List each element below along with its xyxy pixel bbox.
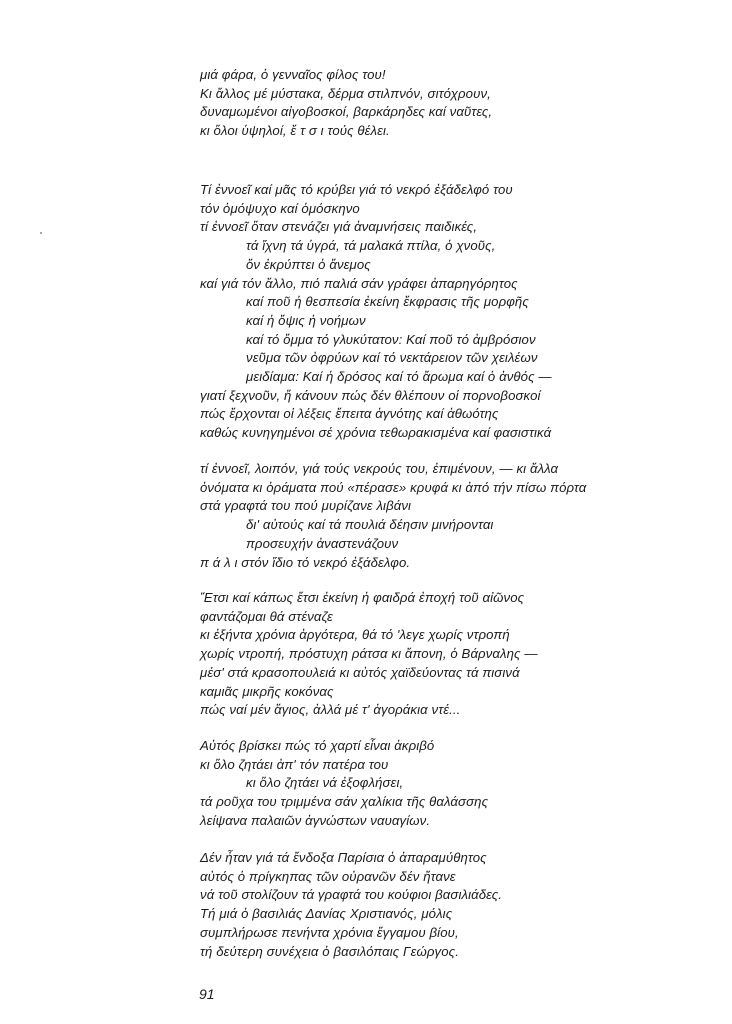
poem-line: λείψανα παλαιῶν ἀγνώστων ναυαγίων. [200, 812, 431, 828]
poem-line: καί ποῦ ἡ θεσπεσία ἐκείνη ἔκφρασις τῆς μορφῆς [246, 294, 529, 310]
poem-line: καθώς κυνηγημένοι σέ χρόνια τεθωρακισμένα καί φασιστικά [200, 425, 552, 441]
poem-line: δυναμωμένοι αἰγοβοσκοί, βαρκάρηδες καί ναῦτες, [200, 104, 493, 120]
poem-line: τά ροῦχα του τριμμένα σάν χαλίκια τῆς θαλάσσης [200, 794, 489, 810]
stanza-4 [200, 589, 700, 720]
stanza-1 [200, 66, 700, 141]
stanza-5 [200, 737, 700, 831]
poem-line: Αὐτός βρίσκει πώς τό χαρτί εἶναι ἀκριβό [200, 738, 435, 753]
poem-line: μειδίαμα: Καί ἡ δρόσος καί τό ἄρωμα καί ὁ ἀνθός — [246, 369, 552, 385]
poem-line: αὐτός ὁ πρίγκηπας τῶν οὐρανῶν δέν ἤτανε [200, 868, 456, 884]
poem-line: προσευχήν ἀναστενάζουν [246, 535, 399, 551]
poem-line: κι ὅλο ζητάει νά ἐξοφλήσει, [246, 775, 404, 791]
poem-line: ὀνόματα κι ὁράματα πού «πέρασε» κρυφά κι ἀπό τήν πίσω πόρτα [200, 479, 587, 495]
poem-line: τά ἴχνη τά ὑγρά, τά μαλακά πτίλα, ὁ χνοῦς, [246, 238, 496, 254]
poem-line: Τή μιά ὁ βασιλιάς Δανίας Χριστιανός, μόλις [200, 906, 453, 922]
poem-line: κι ὅλοι ὑψηλοί, ἔ τ σ ι τούς θέλει. [200, 123, 390, 139]
poem-line: π ά λ ι στόν ἴδιο τό νεκρό ἐξάδελφο. [200, 554, 411, 570]
poem-line: στά γραφτά του πού μυρίζανε λιβάνι [200, 498, 412, 514]
poem-line: τί ἐννοεῖ, λοιπόν, γιά τούς νεκρούς του, ἐπιμένουν, — κι ἄλλα [200, 461, 559, 476]
poem-line: καί ἡ ὄψις ἡ νοήμων [246, 312, 366, 328]
poem-line: δι' αὐτούς καί τά πουλιά δέησιν μινήρονται [246, 517, 494, 533]
poem-line: μέσ' στά κρασοπουλειά κι αὐτός χαϊδεύοντας τά πισινά [200, 664, 520, 680]
stanza-2 [200, 181, 700, 443]
poem-line: πώς ἔρχονται οἱ λέξεις ἔπειτα ἀγνότης καί ἀθωότης [200, 406, 499, 422]
poem-line: ὅν ἐκρύπτει ὁ ἄνεμος [246, 256, 371, 272]
page-number: 91 [199, 986, 215, 1002]
poem-line: τή δεύτερη συνέχεια ὁ βασιλόπαις Γεώργος. [200, 943, 459, 959]
poem-line: Ἔτσι καί κάπως ἔτσι ἐκείνη ἡ φαιδρά ἐποχή τοῦ αἰῶνος [200, 590, 525, 605]
poem-line: καί γιά τόν ἄλλο, πιό παλιά σάν γράφει ἀπαρηγόρητος [200, 275, 518, 291]
poem-line: νά τοῦ στολίζουν τά γραφτά του κούφιοι βασιλιάδες. [200, 887, 502, 903]
poem-line: συμπλήρωσε πενήντα χρόνια ἔγγαμου βίου, [200, 924, 459, 940]
poem-line: τί ἐννοεῖ ὅταν στενάζει γιά ἀναμνήσεις παιδικές, [200, 219, 478, 235]
margin-speck [40, 232, 42, 234]
poem-line: φαντάζομαι θά στέναζε [200, 608, 333, 624]
stanza-6 [200, 849, 700, 961]
poem-line: κι ὅλο ζητάει ἀπ' τόν πατέρα του [200, 756, 389, 772]
poem-line: πώς ναί μέν ἅγιος, ἀλλά μέ τ' ἀγοράκια ντέ... [200, 702, 461, 718]
poem-line: γιατί ξεχνοῦν, ἤ κάνουν πώς δέν θλέπουν οἱ πορνοβοσκοί [200, 387, 541, 403]
poem-line: κι ἐξήντα χρόνια ἀργότερα, θά τό 'λεγε χωρίς ντροπή [200, 627, 510, 643]
poem-line: χωρίς ντροπή, πρόστυχη ράτσα κι ἄπονη, ὁ Βάρναλης — [200, 646, 538, 662]
poem-line: Δέν ἦταν γιά τά ἔνδοξα Παρίσια ὁ ἀπαραμύθητος [200, 850, 487, 865]
stanza-3 [200, 460, 700, 572]
poem-line: Κι ἄλλος μέ μύστακα, δέρμα στιλπνόν, σιτόχρουν, [200, 85, 491, 101]
poem-line: καμιᾶς μικρῆς κοκόνας [200, 683, 334, 699]
poem-line: νεῦμα τῶν ὀφρύων καί τό νεκτάρειον τῶν χειλέων [246, 350, 538, 366]
poem-line: τόν ὁμόψυχο καί ὁμόσκηνο [200, 200, 360, 216]
poem-line: καί τό ὄμμα τό γλυκύτατον: Καί ποῦ τό ἀμβρόσιον [246, 331, 536, 347]
poem-line: Τί ἐννοεῖ καί μᾶς τό κρύβει γιά τό νεκρό ἐξάδελφό του [200, 182, 513, 197]
poem-line: μιά φάρα, ὁ γενναῖος φίλος του! [200, 67, 386, 82]
